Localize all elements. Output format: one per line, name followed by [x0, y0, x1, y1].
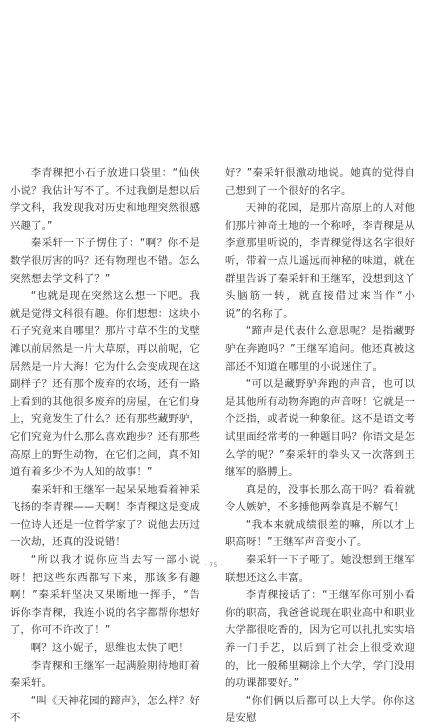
left-paragraph-8: “叫《天神花园的蹄声》，怎么样？好不: [10, 694, 200, 725]
right-paragraph-7: 秦采轩一下子哑了。她没想到王继军联想还这么丰富。: [225, 554, 415, 584]
right-paragraph-9: “你们俩以后都可以上大学。你你这是安慰: [225, 694, 415, 725]
left-paragraph-1: 李青稞把小石子放进口袋里：“仙侠小说？我估计写不了。不过我倒是想以后学文科，我发现我对历史和地理突然很感兴趣了。”: [10, 167, 200, 232]
right-column: [225, 165, 415, 728]
left-paragraph-4: 秦采轩和王继军一起呆呆地看着神采飞扬的李青稞——天啊！李青稞这是变成一位诗人还是一位哲学家了？说他去历过一次劫，还真的没说错！: [10, 483, 200, 549]
page-number: · 75 ·: [204, 562, 223, 569]
right-paragraph-3: “蹄声是代表什么意思呢？是指藏野驴在奔跑吗？”王继军追问。他还真被这部还不知道在哪里的小说迷住了。: [225, 325, 415, 373]
left-column: [10, 165, 200, 728]
left-paragraph-7: 李青稞和王继军一起满脸期待地盯着秦采轩。: [10, 659, 200, 690]
left-paragraph-6: 啊？这小妮子，思维也太快了吧！: [30, 642, 189, 655]
right-paragraph-1: 好？”秦采轩很激动地说。她真的觉得自己想到了一个很好的名字。: [225, 167, 415, 197]
left-paragraph-3: “也就是现在突然这么想一下吧。我就是觉得文科很有趣。你们想想：这块小石子究竟来自哪里？那片寸草不生的戈壁滩以前居然是一片大草原，再以前呢，它居然是一片大海！它为什么会变成现在这副样子？还有那个废弃的农场，还有一路上看到的其他很多废弃的房屋，在它们身上，究竟发生了什么？还有那些藏野驴，它们究竟为什么那么喜欢跑步？还有那些高原上的野生动物，在它们之间，真不知道有着多少不为人知的故事！”: [10, 290, 200, 479]
left-paragraph-2: 秦采轩一下子愣住了：“啊？你不是数学很厉害的吗？还有物理也不错。怎么突然想去学文科了？”: [10, 237, 200, 285]
right-paragraph-5: 真是的，没事长那么高干吗？看着就令人嫉妒，不多捶他两拳真是不解气！: [225, 483, 415, 514]
right-paragraph-2: 天神的花园，是那片高原上的人对他们那片神奇土地的一个称呼，李青稞是从李意那里听说的，李青稞觉得这名字很好听，带着一点儿遥远而神秘的味道，就在群里告诉了秦采轩和王继军，没想到这丫头脑筋一转，就直接借过来当作“小说”的名称了。: [225, 202, 415, 320]
right-paragraph-8: 李青稞接话了：“王继军你可别小看你的职高，我爸爸说现在职业高中和职业大学都很吃香的，因为它可以扎扎实实培养一门手艺，以后到了社会上很受欢迎的，比一般稀里糊涂上个大学，学门没用的功课都要好。”: [225, 589, 415, 690]
right-paragraph-4: “可以是藏野驴奔跑的声音，也可以是其他所有动物奔跑的声音呀！它就是一个泛指，或者说一种象征。这不是语文考试里面经常考的一种题目吗？你语文是怎么学的呢？”秦采轩的拳头又一次落到王继军的胳膊上。: [225, 378, 415, 479]
left-paragraph-5: “所以我才说你应当去写一部小说呀！把这些东西都写下来，那该多有趣啊！”秦采轩坚决又果断地一挥手，“告诉你李青稞，我连小说的名字都帮你想好了，你可不许改了！”: [10, 554, 200, 637]
right-paragraph-6: “我本来就成绩很差的嘛，所以才上职高呀！”王继军声音变小了。: [225, 518, 415, 549]
